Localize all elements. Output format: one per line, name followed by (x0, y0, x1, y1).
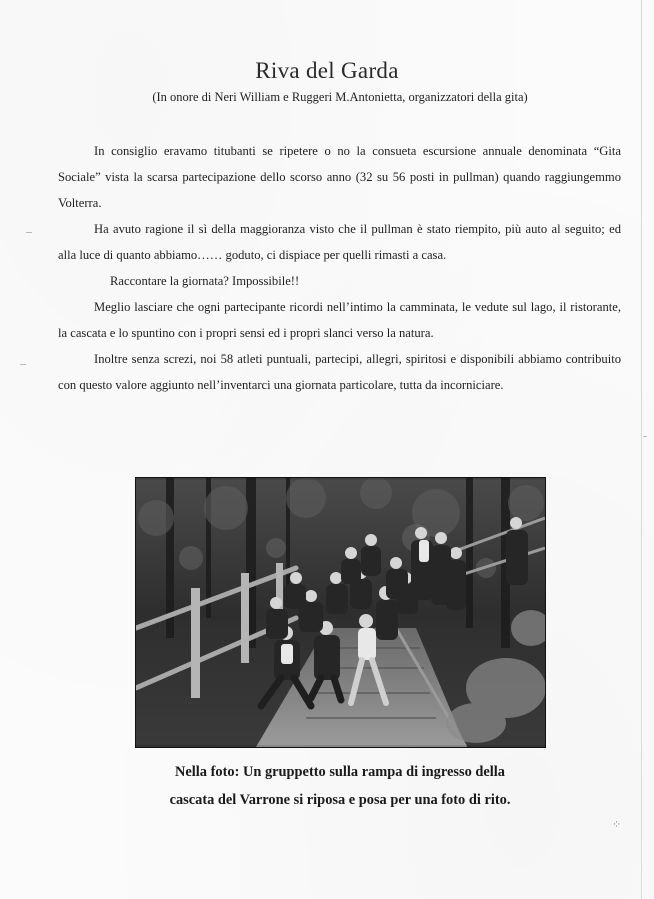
caption-line-2: cascata del Varrone si riposa e posa per una foto di rito. (169, 792, 511, 808)
photo-caption (120, 758, 560, 814)
paragraph-1: In consiglio eravamo titubanti se ripetere o no la consueta escursione annuale denominata “Gita Sociale” vista la scarsa partecipazione dello scorso anno (32 su 56 posti in pullman) quando raggiungemmo Volterra. (58, 144, 621, 210)
paragraph-5: Inoltre senza screzi, noi 58 atleti puntuali, partecipi, allegri, spiritosi e disponibili abbiamo contribuito con questo valore aggiunto nell’inventarci una giornata particolare, tutta da incorniciare. (58, 352, 621, 392)
caption-line-1: Nella foto: Un gruppetto sulla rampa di ingresso della (175, 764, 505, 780)
scan-speck: ⁘ (612, 819, 622, 831)
paragraph-3: Raccontare la giornata? Impossibile!! (110, 274, 300, 288)
scan-edge-line (641, 0, 642, 899)
article-body (58, 138, 621, 398)
group-photo-image (136, 478, 545, 747)
scan-speck (26, 232, 32, 233)
scan-speck (643, 436, 647, 437)
page-subtitle: (In onore di Neri William e Ruggeri M.Antonietta, organizzatori della gita) (152, 90, 528, 104)
group-photo (135, 477, 546, 748)
paragraph-4: Meglio lasciare che ogni partecipante ricordi nell’intimo la camminata, le vedute sul lago, il ristorante, la cascata e lo spuntino con i propri sensi ed i propri slanci verso la natura. (58, 300, 621, 340)
paragraph-2: Ha avuto ragione il sì della maggioranza visto che il pullman è stato riempito, più auto al seguito; ed alla luce di quanto abbiamo…… goduto, ci dispiace per quelli rimasti a casa. (58, 222, 621, 262)
scan-speck (20, 364, 26, 365)
page-title: Riva del Garda (255, 58, 399, 83)
